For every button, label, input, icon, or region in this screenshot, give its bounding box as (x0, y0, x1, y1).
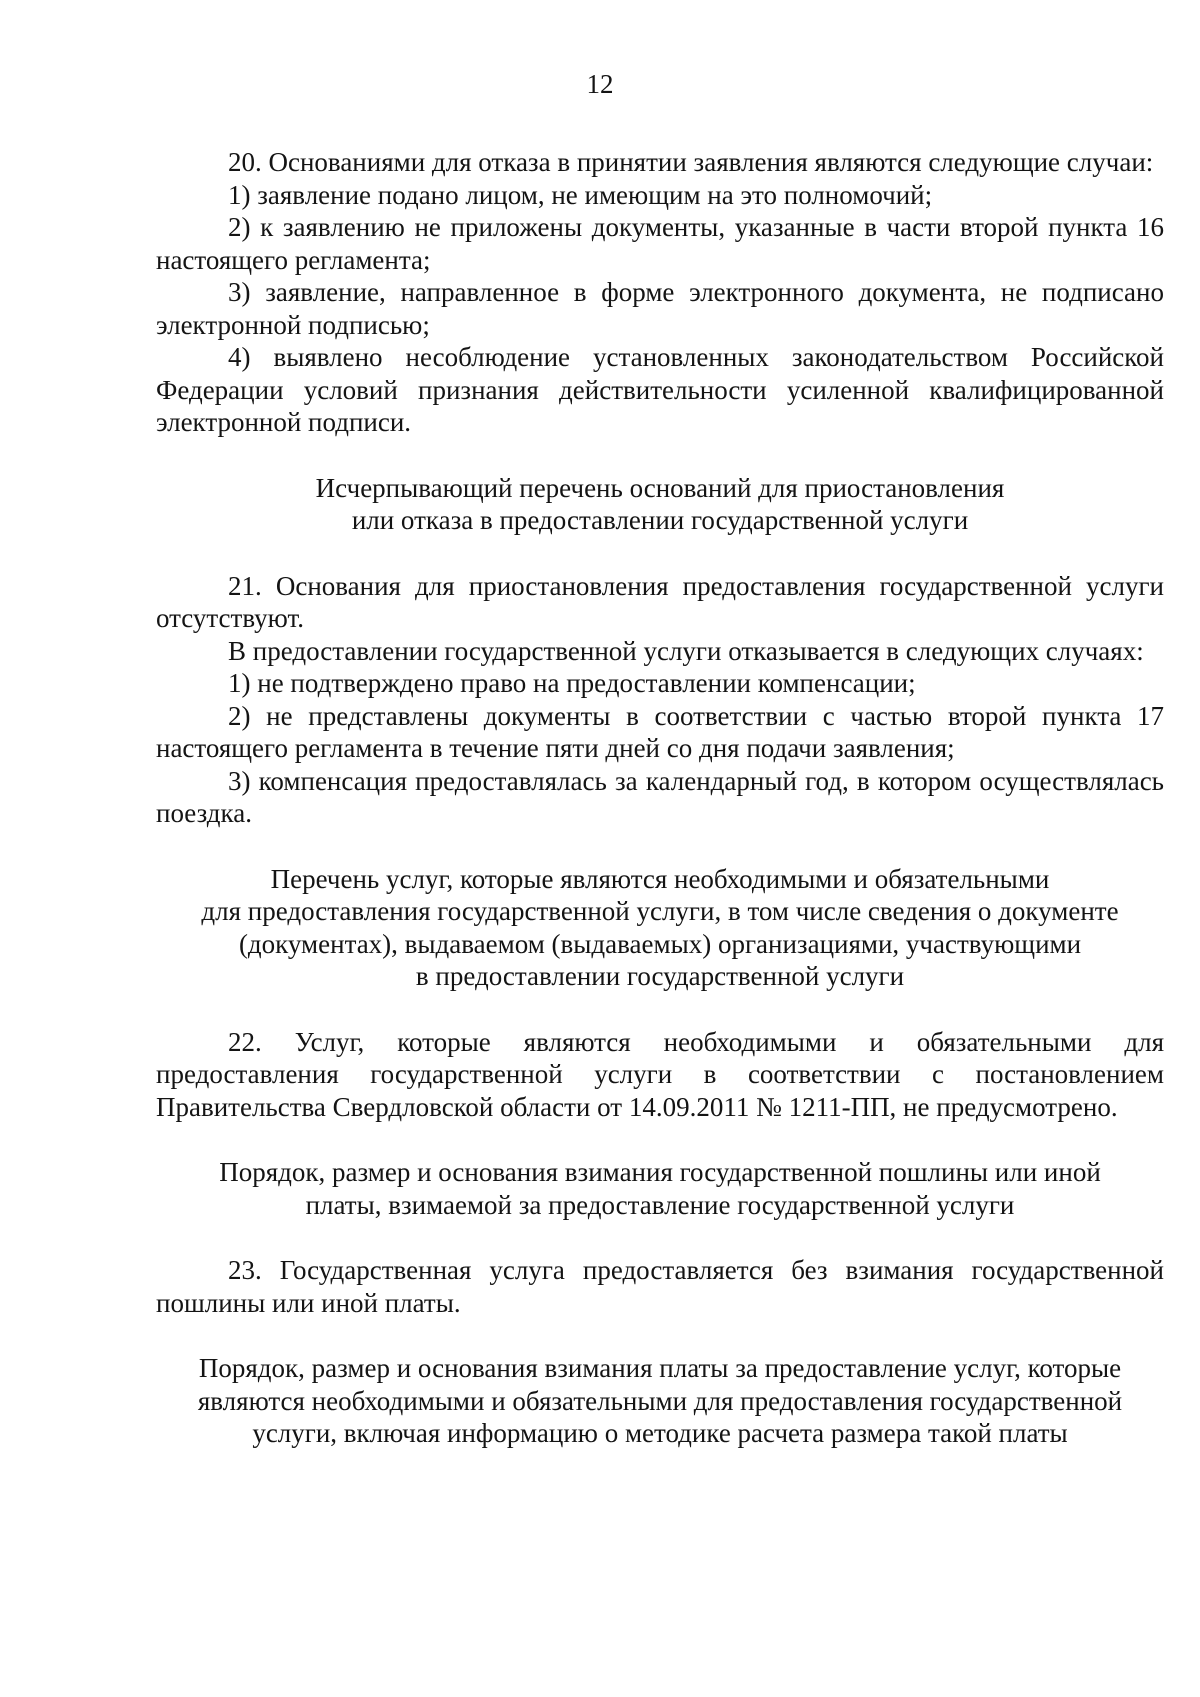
heading-line: платы, взимаемой за предоставление государственной услуги (305, 1189, 1015, 1220)
heading-line: в предоставлении государственной услуги (415, 961, 905, 991)
section-21-item-3: 3) компенсация предоставлялась за календарный год, в котором осуществлялась поездка. (156, 765, 1164, 828)
heading-line: услуги, включая информацию о методике расчета размера такой платы (252, 1418, 1068, 1448)
section-20-item-3: 3) заявление, направленное в форме электронного документа, не подписано электронной подписью; (156, 277, 1164, 340)
heading-line: являются необходимыми и обязательными для предоставления государственной (197, 1385, 1123, 1416)
page-number: 12 (586, 69, 614, 99)
heading-line: для предоставления государственной услуги, в том числе сведения о документе (201, 896, 1119, 926)
section-20-item-1: 1) заявление подано лицом, не имеющим на это полномочий; (228, 179, 933, 210)
heading-state-fee (156, 1156, 1164, 1221)
document-body (156, 146, 1164, 1450)
section-21-para-2: В предоставлении государственной услуги отказывается в следующих случаях: (228, 635, 1144, 666)
section-22-para: 22. Услуг, которые являются необходимыми и обязательными для предоставления государственной услуги в соответствии с постановлением Правительства Свердловской области от 14.09.2011 № 1211-ПП, не предусмотрено. (156, 1026, 1164, 1122)
heading-line: или отказа в предоставлении государственной услуги (351, 505, 969, 535)
heading-line: Порядок, размер и основания взимания платы за предоставление услуг, которые (198, 1353, 1122, 1383)
heading-line: Перечень услуг, которые являются необходимыми и обязательными (270, 863, 1050, 894)
section-23-para: 23. Государственная услуга предоставляется без взимания государственной пошлины или иной платы. (156, 1255, 1164, 1318)
section-20-item-4: 4) выявлено несоблюдение установленных законодательством Российской Федерации условий признания действительности усиленной квалифицированной электронной подписи. (156, 342, 1164, 437)
section-21-para-1: 21. Основания для приостановления предоставления государственной услуги отсутствуют. (156, 570, 1164, 633)
section-20-item-2: 2) к заявлению не приложены документы, указанные в части второй пункта 16 настоящего регламента; (156, 212, 1164, 275)
section-21-item-2: 2) не представлены документы в соответствии с частью второй пункта 17 настоящего регламента в течение пяти дней со дня подачи заявления; (156, 700, 1164, 763)
heading-necessary-services (156, 863, 1164, 993)
heading-line: Исчерпывающий перечень оснований для приостановления (315, 472, 1005, 503)
heading-line: (документах), выдаваемом (выдаваемых) организациями, участвующими (238, 928, 1082, 959)
section-20-intro: 20. Основаниями для отказа в принятии заявления являются следующие случаи: (228, 147, 1154, 177)
heading-suspension-refusal (156, 472, 1164, 537)
heading-fee-for-services (156, 1352, 1164, 1450)
heading-line: Порядок, размер и основания взимания государственной пошлины или иной (219, 1157, 1101, 1187)
section-21-item-1: 1) не подтверждено право на предоставлении компенсации; (228, 668, 916, 698)
